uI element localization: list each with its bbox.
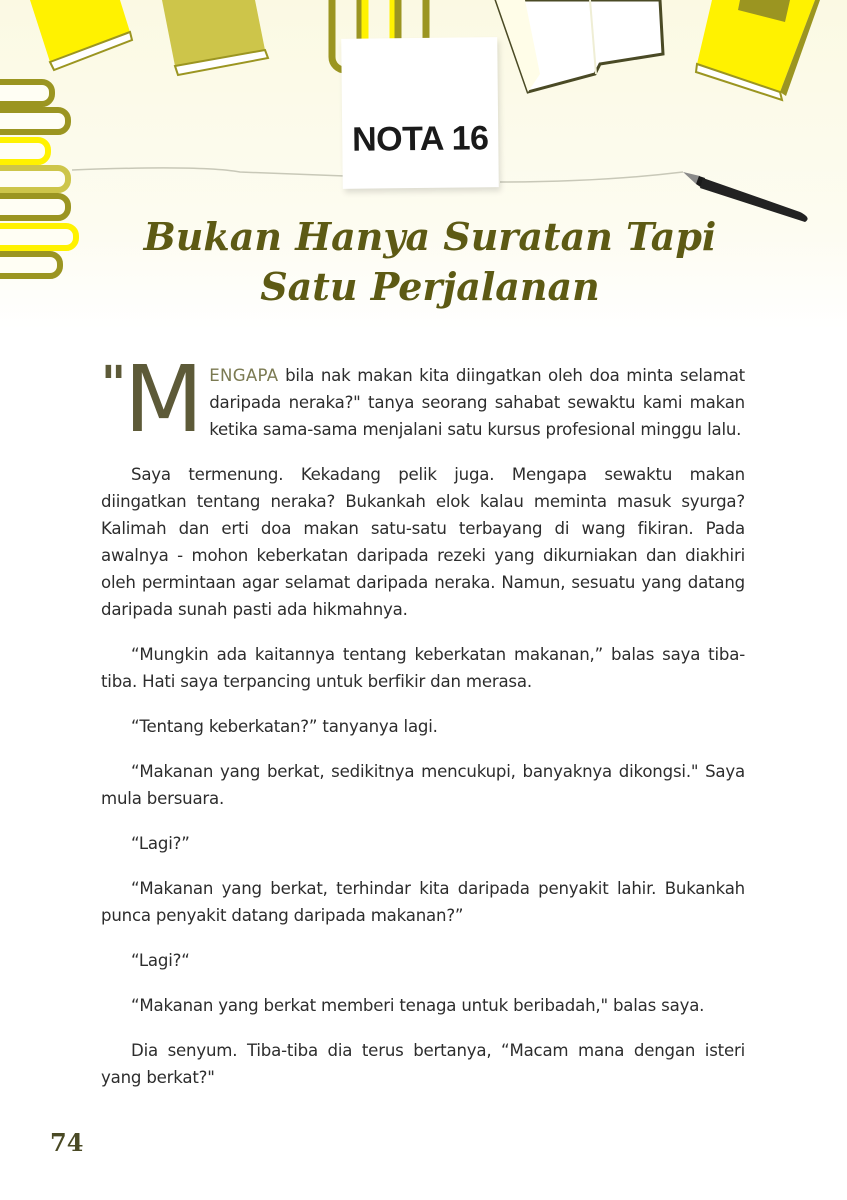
paragraph-text: bila nak makan kita diingatkan oleh doa minta selamat daripada neraka?" tanya seorang sahabat sewaktu kami makan ketika sama-sama menjalani satu kursus profesional minggu lalu. bbox=[209, 366, 745, 439]
chapter-title-line-2: Satu Perjalanan bbox=[260, 264, 600, 309]
closed-book-icon bbox=[696, 0, 820, 100]
chapter-title bbox=[120, 212, 740, 312]
paragraph: “Lagi?“ bbox=[131, 951, 190, 970]
open-book-icon bbox=[496, 0, 663, 92]
lead-in-text: ENGAPA bbox=[209, 366, 279, 385]
paragraph: Saya termenung. Kekadang pelik juga. Mengapa sewaktu makan diingatkan tentang neraka? Bukankah elok kalau meminta masuk syurga? Kalimah dan erti doa makan satu-satu terbayang di wang fikiran. Pada awalnya - mohon keberkatan daripada rezeki yang dikurniakan dan diakhiri oleh permintaan agar selamat daripada neraka. Namun, sesuatu yang datang daripada sunah pasti ada hikmahnya. bbox=[101, 465, 745, 619]
paragraph: Dia senyum. Tiba-tiba dia terus bertanya, “Macam mana dengan isteri yang berkat?" bbox=[101, 1041, 745, 1087]
drop-cap-quote: " bbox=[101, 356, 125, 412]
note-card bbox=[341, 37, 499, 189]
page-number: 74 bbox=[50, 1128, 84, 1157]
paragraph: “Makanan yang berkat, sedikitnya mencukupi, banyaknya dikongsi." Saya mula bersuara. bbox=[101, 762, 745, 808]
paragraph: “Tentang keberkatan?” tanyanya lagi. bbox=[131, 717, 438, 736]
closed-book-icon bbox=[30, 0, 132, 70]
paragraph: “Lagi?” bbox=[131, 834, 190, 853]
drop-cap-letter: M bbox=[124, 346, 204, 453]
closed-book-icon bbox=[162, 0, 268, 75]
paragraph: “Mungkin ada kaitannya tentang keberkatan makanan,” balas saya tiba-tiba. Hati saya terpancing untuk berfikir dan merasa. bbox=[101, 645, 745, 691]
drop-cap bbox=[101, 346, 204, 453]
paragraph: “Makanan yang berkat memberi tenaga untuk beribadah," balas saya. bbox=[131, 996, 705, 1015]
book-stack-icon bbox=[0, 82, 76, 276]
paragraph: “Makanan yang berkat, terhindar kita daripada penyakit lahir. Bukankah punca penyakit datang daripada makanan?” bbox=[101, 879, 745, 925]
body-text bbox=[101, 346, 745, 1109]
paragraph bbox=[101, 346, 745, 453]
chapter-title-line-1: Bukan Hanya Suratan Tapi bbox=[143, 214, 717, 259]
note-label: NOTA 16 bbox=[351, 119, 489, 159]
